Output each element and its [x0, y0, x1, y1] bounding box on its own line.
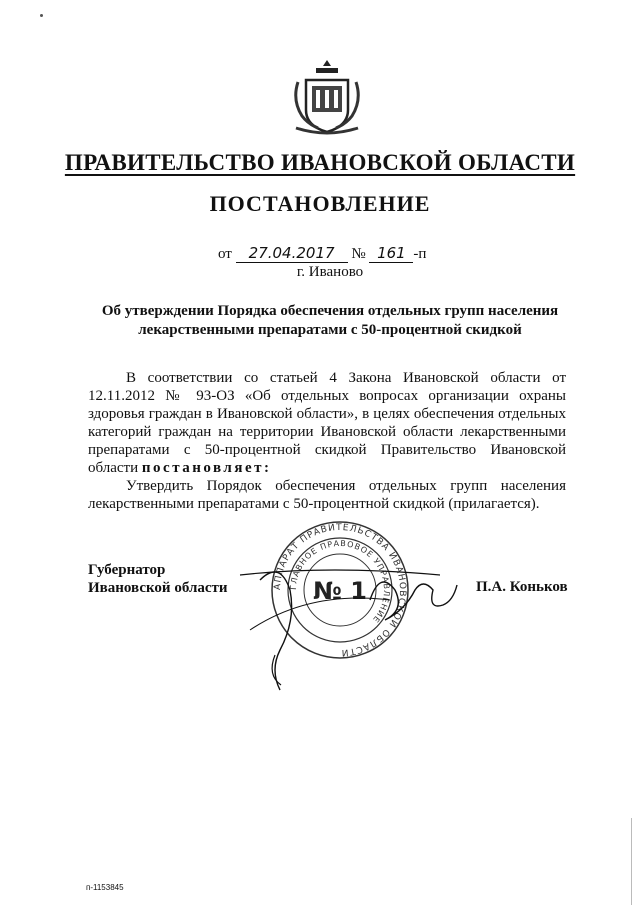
scan-edge-line	[631, 818, 632, 905]
document-body	[88, 369, 566, 513]
government-title: ПРАВИТЕЛЬСТВО ИВАНОВСКОЙ ОБЛАСТИ	[64, 150, 576, 175]
resolves-word: постановляет:	[141, 460, 272, 476]
stamp-outer-text: АППАРАТ ПРАВИТЕЛЬСТВА ИВАНОВСКОЙ ОБЛАСТИ	[272, 522, 408, 658]
handwritten-signature-icon	[220, 540, 460, 700]
document-type: ПОСТАНОВЛЕНИЕ	[209, 191, 431, 216]
stamp-number: № 1	[313, 577, 367, 605]
handwritten-date: 27.04.2017	[236, 245, 348, 263]
date-prefix: от	[218, 246, 232, 262]
document-code: п-1153845	[86, 883, 124, 892]
subject-line-1: Об утверждении Порядка обеспечения отдельных групп населения	[101, 303, 559, 319]
city: г. Иваново	[296, 264, 364, 280]
stamp-ring-text: ГЛАВНОЕ ПРАВОВОЕ УПРАВЛЕНИЕ	[288, 538, 392, 625]
signer-name: П.А. Коньков	[476, 579, 568, 595]
coat-of-arms-icon	[292, 58, 362, 136]
subject-line-2: лекарственными препаратами с 50-процентной скидкой	[138, 322, 522, 338]
number-sign: №	[351, 246, 366, 262]
document-subject	[80, 302, 580, 340]
scan-speck	[40, 14, 43, 17]
number-suffix: -п	[413, 246, 427, 262]
date-line	[218, 245, 426, 263]
body-paragraph-2: Утвердить Порядок обеспечения отдельных групп населения лекарственными препаратами с 50-процентной скидкой (прилагается).	[88, 478, 566, 512]
handwritten-number: 161	[369, 245, 413, 263]
signer-title	[88, 561, 228, 597]
signer-region: Ивановской области	[88, 580, 228, 596]
body-paragraph-1: В соответствии со статьей 4 Закона Ивановской области от 12.11.2012 № 93-ОЗ «Об отдельных вопросах организации охраны здоровья граждан в Ивановской области», в целях обеспечения отдельных категорий граждан на территории Ивановской области лекарственными препаратами с 50-процентной скидкой Правительство Ивановской области постановляет:	[88, 370, 566, 476]
signer-position: Губернатор	[88, 562, 166, 578]
